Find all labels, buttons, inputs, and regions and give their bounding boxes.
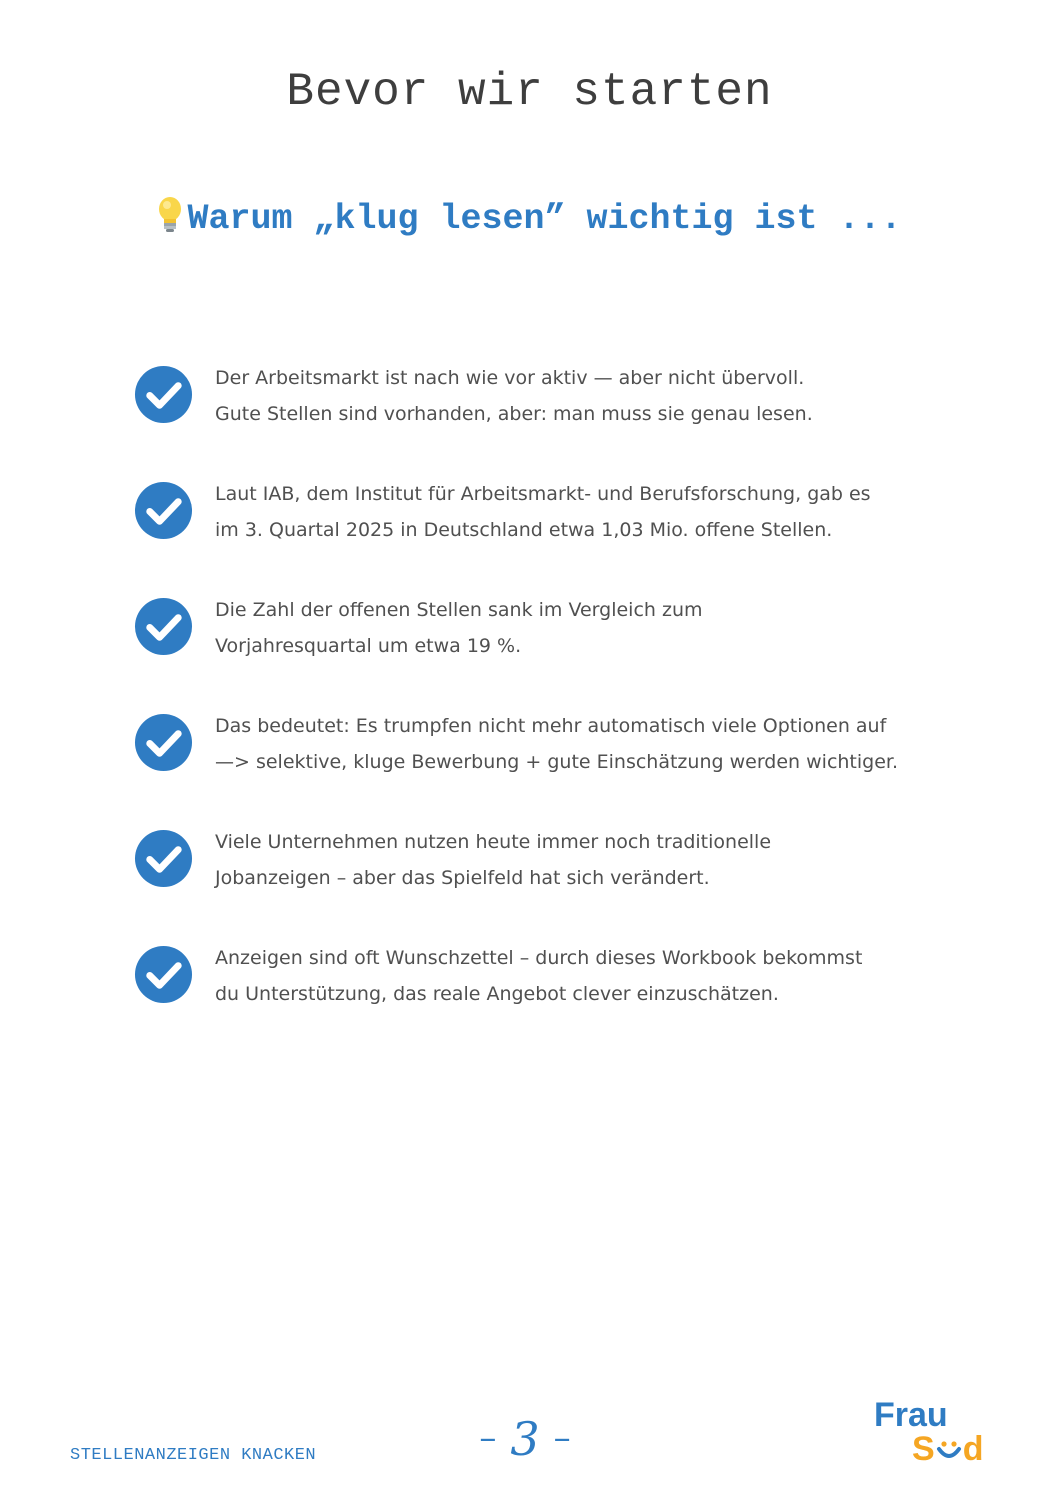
lightbulb-icon — [157, 196, 183, 245]
list-item — [134, 476, 934, 592]
smiley-icon — [935, 1435, 963, 1463]
dash-right: – — [553, 1418, 571, 1458]
list-item-line: im 3. Quartal 2025 in Deutschland etwa 1,03 Mio. offene Stellen. — [215, 519, 833, 541]
check-circle-icon — [134, 597, 193, 656]
list-item-text — [215, 592, 935, 664]
check-circle-icon — [134, 829, 193, 888]
subtitle-text: Warum „klug lesen” wichtig ist ... — [187, 199, 902, 239]
section-subtitle — [0, 196, 1059, 245]
brand-logo — [872, 1398, 1002, 1470]
check-circle-icon — [134, 481, 193, 540]
list-item-line: Vorjahresquartal um etwa 19 %. — [215, 635, 522, 657]
list-item-line: Gute Stellen sind vorhanden, aber: man muss sie genau lesen. — [215, 403, 813, 425]
list-item-line: Laut IAB, dem Institut für Arbeitsmarkt- und Berufsforschung, gab es — [215, 483, 871, 505]
list-item-text — [215, 940, 935, 1012]
dash-left: – — [479, 1418, 497, 1458]
list-item-line: Jobanzeigen – aber das Spielfeld hat sich verändert. — [215, 867, 710, 889]
list-item-text — [215, 360, 935, 432]
check-circle-icon — [134, 365, 193, 424]
list-item-text — [215, 476, 935, 548]
check-circle-icon — [134, 945, 193, 1004]
list-item — [134, 592, 934, 708]
list-item — [134, 824, 934, 940]
list-item-line: Viele Unternehmen nutzen heute immer noch traditionelle — [215, 831, 772, 853]
list-item-text — [215, 824, 935, 896]
check-circle-icon — [134, 713, 193, 772]
list-item-line: —> selektive, kluge Bewerbung + gute Einschätzung werden wichtiger. — [215, 751, 899, 773]
footer-label: STELLENANZEIGEN KNACKEN — [70, 1446, 317, 1465]
list-item — [134, 940, 934, 1056]
list-item-line: Der Arbeitsmarkt ist nach wie vor aktiv — aber nicht übervoll. — [215, 367, 805, 389]
list-item — [134, 708, 934, 824]
list-item-text — [215, 708, 935, 780]
list-item-line: Die Zahl der offenen Stellen sank im Vergleich zum — [215, 599, 703, 621]
list-item-line: Anzeigen sind oft Wunschzettel – durch dieses Workbook bekommst — [215, 947, 863, 969]
logo-letter-s: S — [912, 1430, 935, 1468]
list-item-line: Das bedeutet: Es trumpfen nicht mehr automatisch viele Optionen auf — [215, 715, 887, 737]
page-number-value: 3 — [510, 1412, 540, 1466]
logo-letter-d: d — [962, 1430, 984, 1468]
list-item-line: du Unterstützung, das reale Angebot clever einzuschätzen. — [215, 983, 779, 1005]
page-title: Bevor wir starten — [286, 66, 773, 118]
logo-text-frau: Frau — [874, 1396, 948, 1434]
bullet-list — [134, 360, 934, 1056]
list-item — [134, 360, 934, 476]
logo-text-sued — [912, 1432, 983, 1466]
page-number — [460, 1412, 590, 1466]
